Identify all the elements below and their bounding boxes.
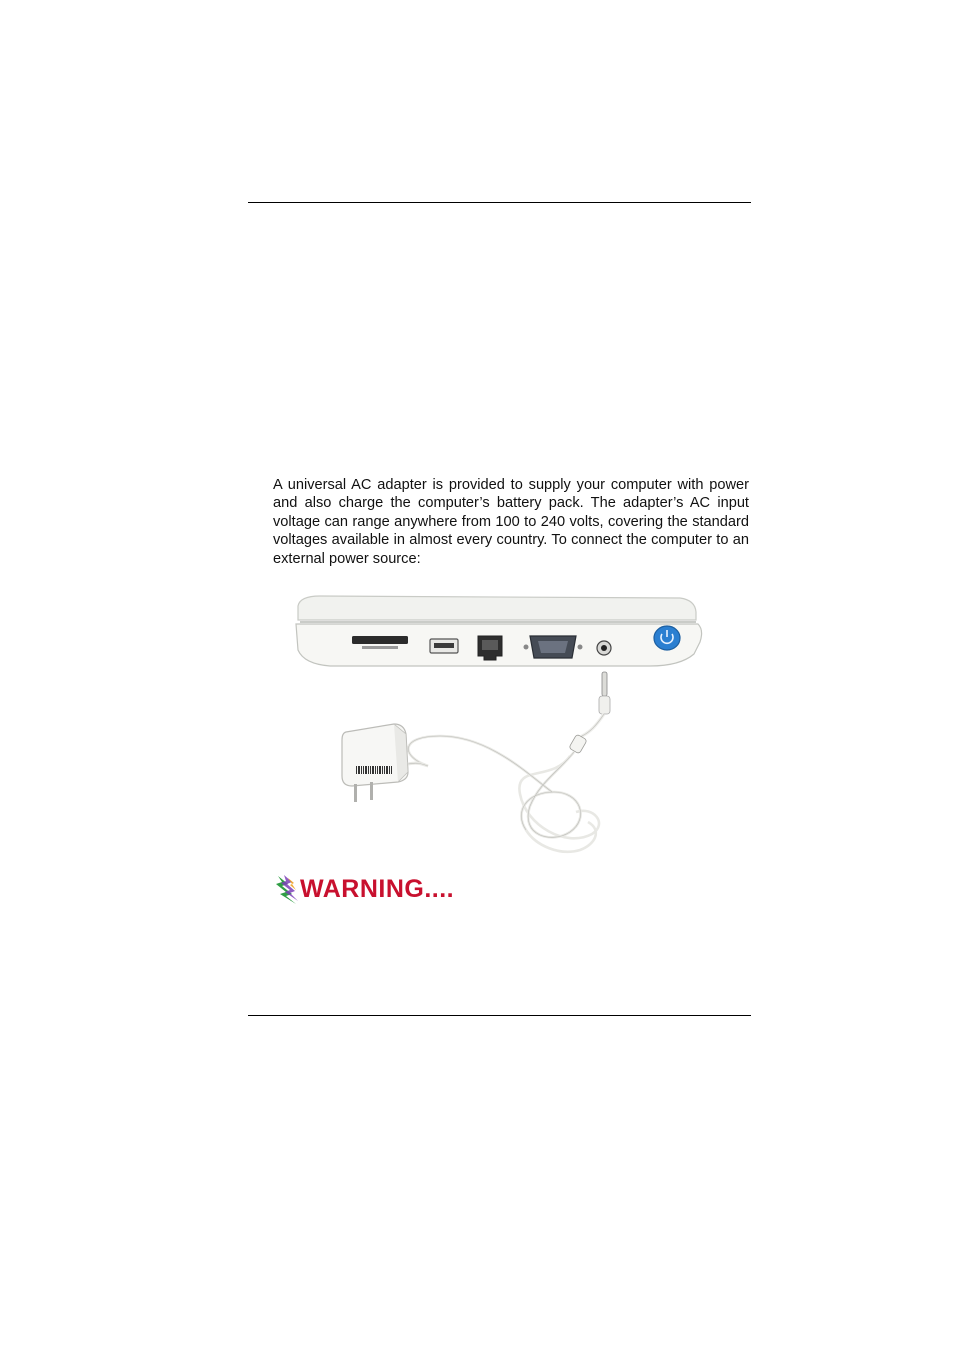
power-button bbox=[654, 626, 680, 650]
footer-rule bbox=[248, 1015, 751, 1016]
laptop-lid bbox=[298, 596, 696, 620]
header-rule bbox=[248, 202, 751, 203]
ferrite-bead bbox=[569, 734, 587, 754]
warning-label: WARNING.... bbox=[300, 875, 455, 903]
laptop-ac-adapter-illustration bbox=[290, 586, 720, 866]
ac-adapter-paragraph: A universal AC adapter is provided to supply your computer with power and also charge the computer’s battery pack. The adapter’s AC input voltage can range anywhere from 100 to 240 volts, covering the standard voltages available in almost every country. To connect the computer to an external power source: bbox=[273, 477, 749, 567]
card-reader-slot bbox=[352, 636, 408, 644]
plug-prong-right bbox=[370, 782, 373, 800]
warning-callout bbox=[274, 872, 474, 906]
dc-plug-tip bbox=[602, 672, 607, 696]
adapter-barcode bbox=[356, 766, 392, 774]
plug-prong-left bbox=[354, 784, 357, 802]
warning-icon bbox=[274, 872, 300, 906]
